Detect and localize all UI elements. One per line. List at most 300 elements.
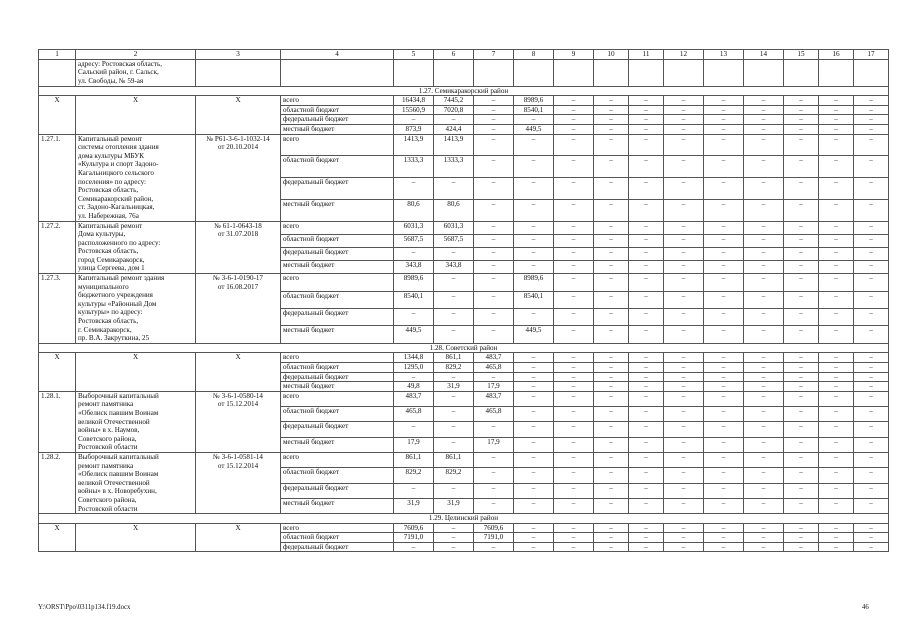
value-cell: – <box>784 382 819 392</box>
value-cell: – <box>474 452 514 467</box>
value-cell: – <box>819 533 854 543</box>
value-cell: – <box>394 372 434 382</box>
value-cell: – <box>594 391 629 406</box>
value-cell: – <box>854 199 889 221</box>
object-name-cell: Капитальный ремонт системы отопления здания дома культуры МБУК «Культура и спорт Задоно- Кагальницкого сельского поселения» по адресу: Ростовская область, Семикаракорский район, ст. Задоно-Кагальницкая, ул. Набережная, 76а <box>76 134 196 221</box>
total-marker: Х <box>196 353 281 391</box>
value-cell: – <box>629 363 664 373</box>
document-sheet <box>38 49 875 552</box>
value-cell: – <box>594 372 629 382</box>
column-header: 2 <box>76 50 196 60</box>
column-header: 14 <box>744 50 784 60</box>
value-cell: – <box>629 523 664 533</box>
total-marker: Х <box>39 96 76 134</box>
value-cell: – <box>434 274 474 291</box>
value-cell: – <box>629 452 664 467</box>
value-cell: 6031,3 <box>394 221 434 234</box>
value-cell: – <box>554 363 594 373</box>
value-cell: – <box>629 308 664 325</box>
column-header: 13 <box>704 50 744 60</box>
value-cell: – <box>434 407 474 422</box>
value-cell: – <box>629 156 664 178</box>
value-cell: – <box>514 422 554 437</box>
column-header: 11 <box>629 50 664 60</box>
value-cell: – <box>819 234 854 247</box>
total-marker: Х <box>76 96 196 134</box>
value-cell: – <box>554 372 594 382</box>
document-ref-cell: № 3-6-1-0580-14 от 15.12.2014 <box>196 391 281 452</box>
budget-source-cell: федеральный бюджет <box>281 483 394 498</box>
value-cell: – <box>594 407 629 422</box>
budget-source-cell: федеральный бюджет <box>281 542 394 552</box>
value-cell: – <box>664 105 704 115</box>
value-cell: – <box>434 178 474 200</box>
value-cell: – <box>704 353 744 363</box>
value-cell: – <box>744 124 784 134</box>
header-row <box>39 50 889 60</box>
value-cell: – <box>474 178 514 200</box>
value-cell: 80,6 <box>434 199 474 221</box>
table-row <box>39 221 889 234</box>
value-cell: – <box>744 199 784 221</box>
value-cell: – <box>514 308 554 325</box>
value-cell: – <box>784 372 819 382</box>
value-cell: – <box>629 422 664 437</box>
value-cell: – <box>554 115 594 125</box>
value-cell: – <box>854 372 889 382</box>
value-cell: 17,9 <box>474 437 514 452</box>
value-cell: – <box>704 452 744 467</box>
value-cell: 449,5 <box>394 326 434 343</box>
value-cell: – <box>819 363 854 373</box>
value-cell: – <box>784 533 819 543</box>
budget-source-cell: федеральный бюджет <box>281 247 394 260</box>
value-cell: – <box>554 124 594 134</box>
value-cell: – <box>744 353 784 363</box>
budget-source-cell: областной бюджет <box>281 156 394 178</box>
value-cell: – <box>554 437 594 452</box>
value-cell: – <box>854 452 889 467</box>
object-name-cell: Капитальный ремонт здания муниципального бюджетного учреждения культуры «Районный Дом культуры» по адресу: Ростовская область, г. Семикаракорск, пр. В.А. Закруткина, 25 <box>76 274 196 344</box>
table-cell <box>196 59 281 86</box>
value-cell: – <box>629 468 664 483</box>
value-cell: – <box>594 533 629 543</box>
value-cell: 829,2 <box>394 468 434 483</box>
value-cell: – <box>474 498 514 513</box>
value-cell: – <box>704 124 744 134</box>
value-cell: – <box>704 372 744 382</box>
value-cell: – <box>554 234 594 247</box>
item-number: 1.27.1. <box>39 134 76 221</box>
value-cell: – <box>819 134 854 156</box>
value-cell: – <box>554 221 594 234</box>
budget-source-cell: местный бюджет <box>281 124 394 134</box>
value-cell: – <box>474 199 514 221</box>
value-cell: 861,1 <box>394 452 434 467</box>
value-cell: 8989,6 <box>514 274 554 291</box>
value-cell: – <box>784 178 819 200</box>
value-cell: – <box>854 115 889 125</box>
value-cell: – <box>664 274 704 291</box>
footer-file-path: Y:\ORST\Ppo\0311p134.f19.docx <box>38 604 131 611</box>
value-cell: – <box>394 247 434 260</box>
value-cell: – <box>704 542 744 552</box>
budget-source-cell: областной бюджет <box>281 363 394 373</box>
value-cell: – <box>664 115 704 125</box>
value-cell: 5687,5 <box>394 234 434 247</box>
value-cell: – <box>514 199 554 221</box>
value-cell: 483,7 <box>474 353 514 363</box>
value-cell: – <box>594 308 629 325</box>
value-cell: – <box>434 437 474 452</box>
value-cell: 829,2 <box>434 468 474 483</box>
value-cell: – <box>784 542 819 552</box>
budget-source-cell: областной бюджет <box>281 468 394 483</box>
value-cell: – <box>784 391 819 406</box>
budget-source-cell: местный бюджет <box>281 437 394 452</box>
value-cell: 861,1 <box>434 353 474 363</box>
document-ref-cell: № 3-6-1-0581-14 от 15.12.2014 <box>196 452 281 513</box>
value-cell: – <box>704 363 744 373</box>
column-header: 4 <box>281 50 394 60</box>
document-ref-cell: № Р61-3-6-1-1032-14 от 20.10.2014 <box>196 134 281 221</box>
column-header: 7 <box>474 50 514 60</box>
value-cell: – <box>744 326 784 343</box>
value-cell: – <box>394 178 434 200</box>
value-cell: – <box>819 372 854 382</box>
value-cell: – <box>704 247 744 260</box>
value-cell: – <box>554 542 594 552</box>
value-cell: – <box>744 372 784 382</box>
value-cell: – <box>554 407 594 422</box>
value-cell: – <box>784 523 819 533</box>
value-cell: – <box>854 353 889 363</box>
budget-source-cell: всего <box>281 452 394 467</box>
value-cell: – <box>664 533 704 543</box>
value-cell: – <box>554 308 594 325</box>
value-cell: – <box>514 221 554 234</box>
budget-source-cell: местный бюджет <box>281 199 394 221</box>
value-cell: – <box>554 483 594 498</box>
value-cell: 483,7 <box>394 391 434 406</box>
budget-source-cell: местный бюджет <box>281 382 394 392</box>
value-cell: – <box>854 260 889 273</box>
value-cell: – <box>784 468 819 483</box>
value-cell: – <box>514 382 554 392</box>
value-cell: 80,6 <box>394 199 434 221</box>
budget-source-cell: федеральный бюджет <box>281 178 394 200</box>
total-marker: Х <box>76 353 196 391</box>
value-cell: – <box>434 291 474 308</box>
value-cell: – <box>704 382 744 392</box>
value-cell: – <box>474 483 514 498</box>
value-cell: – <box>474 247 514 260</box>
value-cell: – <box>474 96 514 106</box>
value-cell: – <box>514 156 554 178</box>
value-cell: – <box>514 407 554 422</box>
value-cell: 15560,9 <box>394 105 434 115</box>
value-cell: – <box>704 221 744 234</box>
table-cell <box>554 59 594 86</box>
value-cell: – <box>594 260 629 273</box>
value-cell: 1344,8 <box>394 353 434 363</box>
value-cell: – <box>594 234 629 247</box>
value-cell: 49,8 <box>394 382 434 392</box>
value-cell: – <box>514 523 554 533</box>
value-cell: – <box>744 437 784 452</box>
value-cell: – <box>594 523 629 533</box>
budget-source-cell: всего <box>281 391 394 406</box>
value-cell: – <box>784 234 819 247</box>
value-cell: – <box>514 468 554 483</box>
value-cell: – <box>784 134 819 156</box>
object-name-cell: Выборочный капитальный ремонт памятника «Обелиск павшим Воинам великой Отечественной войны» в х. Наумов, Советского района, Ростовской области <box>76 391 196 452</box>
value-cell: – <box>744 178 784 200</box>
value-cell: – <box>744 468 784 483</box>
value-cell: – <box>819 105 854 115</box>
value-cell: – <box>629 178 664 200</box>
value-cell: – <box>594 115 629 125</box>
value-cell: – <box>744 542 784 552</box>
value-cell: – <box>704 391 744 406</box>
document-ref-cell: № 3-6-1-0190-17 от 16.08.2017 <box>196 274 281 344</box>
table-row <box>39 134 889 156</box>
value-cell: – <box>854 422 889 437</box>
value-cell: – <box>819 382 854 392</box>
value-cell: 7609,6 <box>474 523 514 533</box>
total-marker: Х <box>39 353 76 391</box>
table-cell <box>514 59 554 86</box>
value-cell: – <box>474 156 514 178</box>
value-cell: – <box>629 437 664 452</box>
value-cell: – <box>474 124 514 134</box>
value-cell: – <box>434 523 474 533</box>
value-cell: 1333,3 <box>394 156 434 178</box>
table-cell <box>594 59 629 86</box>
value-cell: – <box>744 96 784 106</box>
value-cell: – <box>554 105 594 115</box>
value-cell: – <box>594 542 629 552</box>
value-cell: – <box>514 134 554 156</box>
value-cell: – <box>664 382 704 392</box>
value-cell: 7020,8 <box>434 105 474 115</box>
section-header-row <box>39 514 889 524</box>
value-cell: – <box>664 437 704 452</box>
value-cell: – <box>664 326 704 343</box>
value-cell: – <box>704 115 744 125</box>
value-cell: – <box>594 178 629 200</box>
section-title: 1.29. Целинский район <box>39 514 889 524</box>
document-ref-cell: № 61-1-0643-18 от 31.07.2018 <box>196 221 281 274</box>
item-number: 1.28.2. <box>39 452 76 513</box>
value-cell: – <box>629 115 664 125</box>
value-cell: – <box>664 391 704 406</box>
budget-source-cell: всего <box>281 523 394 533</box>
object-name-cell: Выборочный капитальный ремонт памятника «Обелиск павшим Воинам великой Отечественной войны» в х. Новоребухин, Советского района, Ростовской области <box>76 452 196 513</box>
value-cell: – <box>594 382 629 392</box>
value-cell: – <box>704 105 744 115</box>
value-cell: – <box>514 391 554 406</box>
value-cell: – <box>819 115 854 125</box>
value-cell: – <box>784 483 819 498</box>
value-cell: – <box>819 156 854 178</box>
value-cell: – <box>664 407 704 422</box>
column-header: 1 <box>39 50 76 60</box>
table-cell <box>744 59 784 86</box>
value-cell: – <box>664 422 704 437</box>
value-cell: – <box>629 274 664 291</box>
value-cell: – <box>819 260 854 273</box>
value-cell: – <box>434 247 474 260</box>
column-header: 6 <box>434 50 474 60</box>
value-cell: – <box>664 134 704 156</box>
value-cell: – <box>474 274 514 291</box>
value-cell: 6031,3 <box>434 221 474 234</box>
value-cell: – <box>594 422 629 437</box>
value-cell: – <box>784 124 819 134</box>
value-cell: 343,8 <box>394 260 434 273</box>
value-cell: 8540,1 <box>394 291 434 308</box>
value-cell: – <box>514 533 554 543</box>
value-cell: – <box>744 274 784 291</box>
value-cell: – <box>664 353 704 363</box>
value-cell: – <box>664 542 704 552</box>
budget-source-cell: областной бюджет <box>281 291 394 308</box>
value-cell: – <box>594 96 629 106</box>
value-cell: – <box>784 498 819 513</box>
value-cell: 465,8 <box>394 407 434 422</box>
object-name-cell: адресу: Ростовская область, Сальский район, г. Сальск, ул. Свободы, № 59-ая <box>76 59 196 86</box>
value-cell: – <box>744 407 784 422</box>
table-row <box>39 391 889 406</box>
value-cell: – <box>514 178 554 200</box>
value-cell: – <box>819 308 854 325</box>
value-cell: – <box>819 523 854 533</box>
table-cell <box>854 59 889 86</box>
value-cell: – <box>854 221 889 234</box>
budget-source-cell: федеральный бюджет <box>281 372 394 382</box>
value-cell: – <box>434 533 474 543</box>
budget-source-cell: всего <box>281 134 394 156</box>
value-cell: – <box>474 260 514 273</box>
value-cell: – <box>854 291 889 308</box>
value-cell: – <box>514 247 554 260</box>
value-cell: – <box>784 353 819 363</box>
value-cell: 16434,8 <box>394 96 434 106</box>
value-cell: – <box>629 291 664 308</box>
value-cell: – <box>594 274 629 291</box>
value-cell: – <box>744 391 784 406</box>
value-cell: – <box>819 124 854 134</box>
value-cell: – <box>554 291 594 308</box>
table-cell <box>664 59 704 86</box>
value-cell: 1333,3 <box>434 156 474 178</box>
item-number: 1.28.1. <box>39 391 76 452</box>
value-cell: – <box>819 199 854 221</box>
value-cell: – <box>819 96 854 106</box>
value-cell: – <box>744 260 784 273</box>
value-cell: – <box>744 382 784 392</box>
table-row <box>39 452 889 467</box>
value-cell: – <box>554 199 594 221</box>
table-cell <box>281 59 394 86</box>
value-cell: 8540,1 <box>514 105 554 115</box>
value-cell: – <box>629 353 664 363</box>
value-cell: – <box>474 221 514 234</box>
value-cell: – <box>394 308 434 325</box>
value-cell: 424,4 <box>434 124 474 134</box>
continuation-row <box>39 59 889 86</box>
section-header-row <box>39 86 889 96</box>
value-cell: – <box>394 542 434 552</box>
value-cell: – <box>434 115 474 125</box>
value-cell: – <box>664 124 704 134</box>
value-cell: – <box>554 247 594 260</box>
table-cell <box>629 59 664 86</box>
value-cell: – <box>854 363 889 373</box>
budget-source-cell: всего <box>281 221 394 234</box>
page-number: 46 <box>862 604 869 611</box>
table-row <box>39 523 889 533</box>
table-cell <box>434 59 474 86</box>
section-header-row <box>39 343 889 353</box>
value-cell: 861,1 <box>434 452 474 467</box>
value-cell: – <box>474 326 514 343</box>
value-cell: – <box>594 156 629 178</box>
value-cell: – <box>744 533 784 543</box>
section-title: 1.27. Семикаракорский район <box>39 86 889 96</box>
value-cell: – <box>474 134 514 156</box>
value-cell: – <box>664 96 704 106</box>
value-cell: – <box>819 391 854 406</box>
column-header: 15 <box>784 50 819 60</box>
value-cell: – <box>554 156 594 178</box>
value-cell: – <box>854 96 889 106</box>
value-cell: – <box>554 96 594 106</box>
value-cell: – <box>744 498 784 513</box>
value-cell: – <box>854 326 889 343</box>
value-cell: – <box>554 523 594 533</box>
column-header: 3 <box>196 50 281 60</box>
value-cell: – <box>784 422 819 437</box>
value-cell: – <box>554 274 594 291</box>
value-cell: – <box>594 199 629 221</box>
value-cell: – <box>854 468 889 483</box>
budget-source-cell: федеральный бюджет <box>281 308 394 325</box>
value-cell: – <box>819 247 854 260</box>
value-cell: – <box>744 134 784 156</box>
value-cell: – <box>819 437 854 452</box>
value-cell: – <box>819 353 854 363</box>
value-cell: – <box>554 533 594 543</box>
value-cell: – <box>594 326 629 343</box>
value-cell: 449,5 <box>514 326 554 343</box>
value-cell: – <box>629 483 664 498</box>
table-cell <box>474 59 514 86</box>
value-cell: – <box>784 115 819 125</box>
value-cell: – <box>474 234 514 247</box>
value-cell: – <box>594 221 629 234</box>
value-cell: – <box>594 105 629 115</box>
value-cell: – <box>594 498 629 513</box>
value-cell: – <box>704 274 744 291</box>
value-cell: – <box>704 308 744 325</box>
value-cell: – <box>594 124 629 134</box>
value-cell: – <box>474 372 514 382</box>
value-cell: – <box>594 363 629 373</box>
value-cell: – <box>819 468 854 483</box>
column-header: 9 <box>554 50 594 60</box>
